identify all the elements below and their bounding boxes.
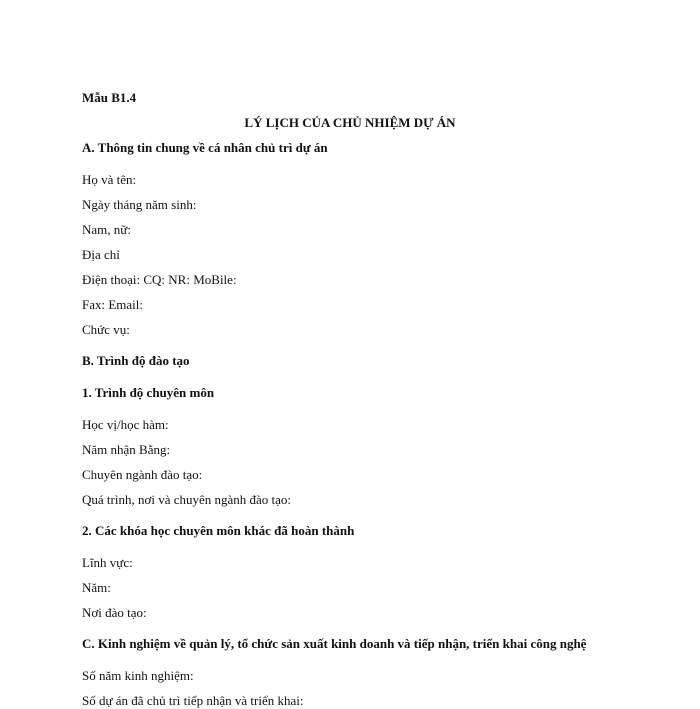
field-course-field: Lĩnh vực: [82,555,133,570]
section-a-heading: A. Thông tin chung về cá nhân chủ trì dự án [82,140,328,155]
field-projects-led: Số dự án đã chủ trì tiếp nhận và triển khai: [82,693,304,708]
section-c-heading: C. Kinh nghiệm về quản lý, tổ chức sản xuất kinh doanh và tiếp nhận, triển khai công nghệ [82,636,587,651]
field-gender: Nam, nữ: [82,222,131,237]
field-position: Chức vụ: [82,322,130,337]
field-address: Địa chỉ [82,247,120,262]
field-phone: Điện thoại: CQ: NR: MoBile: [82,272,237,287]
field-degree: Học vị/học hàm: [82,417,169,432]
field-full-name: Họ và tên: [82,172,137,187]
field-years-experience: Số năm kinh nghiệm: [82,668,194,683]
document-title: LÝ LỊCH CỦA CHỦ NHIỆM DỰ ÁN [244,115,456,130]
field-major: Chuyên ngành đào tạo: [82,467,203,482]
field-degree-year: Năm nhận Bằng: [82,442,171,457]
field-course-place: Nơi đào tạo: [82,605,147,620]
field-course-year: Năm: [82,580,111,595]
section-b1-heading: 1. Trình độ chuyên môn [82,385,215,400]
section-b-heading: B. Trình độ đào tạo [82,353,190,368]
field-date-of-birth: Ngày tháng năm sinh: [82,197,197,212]
section-b2-heading: 2. Các khóa học chuyên môn khác đã hoàn thành [82,523,355,538]
field-fax-email: Fax: Email: [82,297,144,312]
field-training-history: Quá trình, nơi và chuyên ngành đào tạo: [82,492,292,507]
form-code: Mẫu B1.4 [82,90,137,105]
